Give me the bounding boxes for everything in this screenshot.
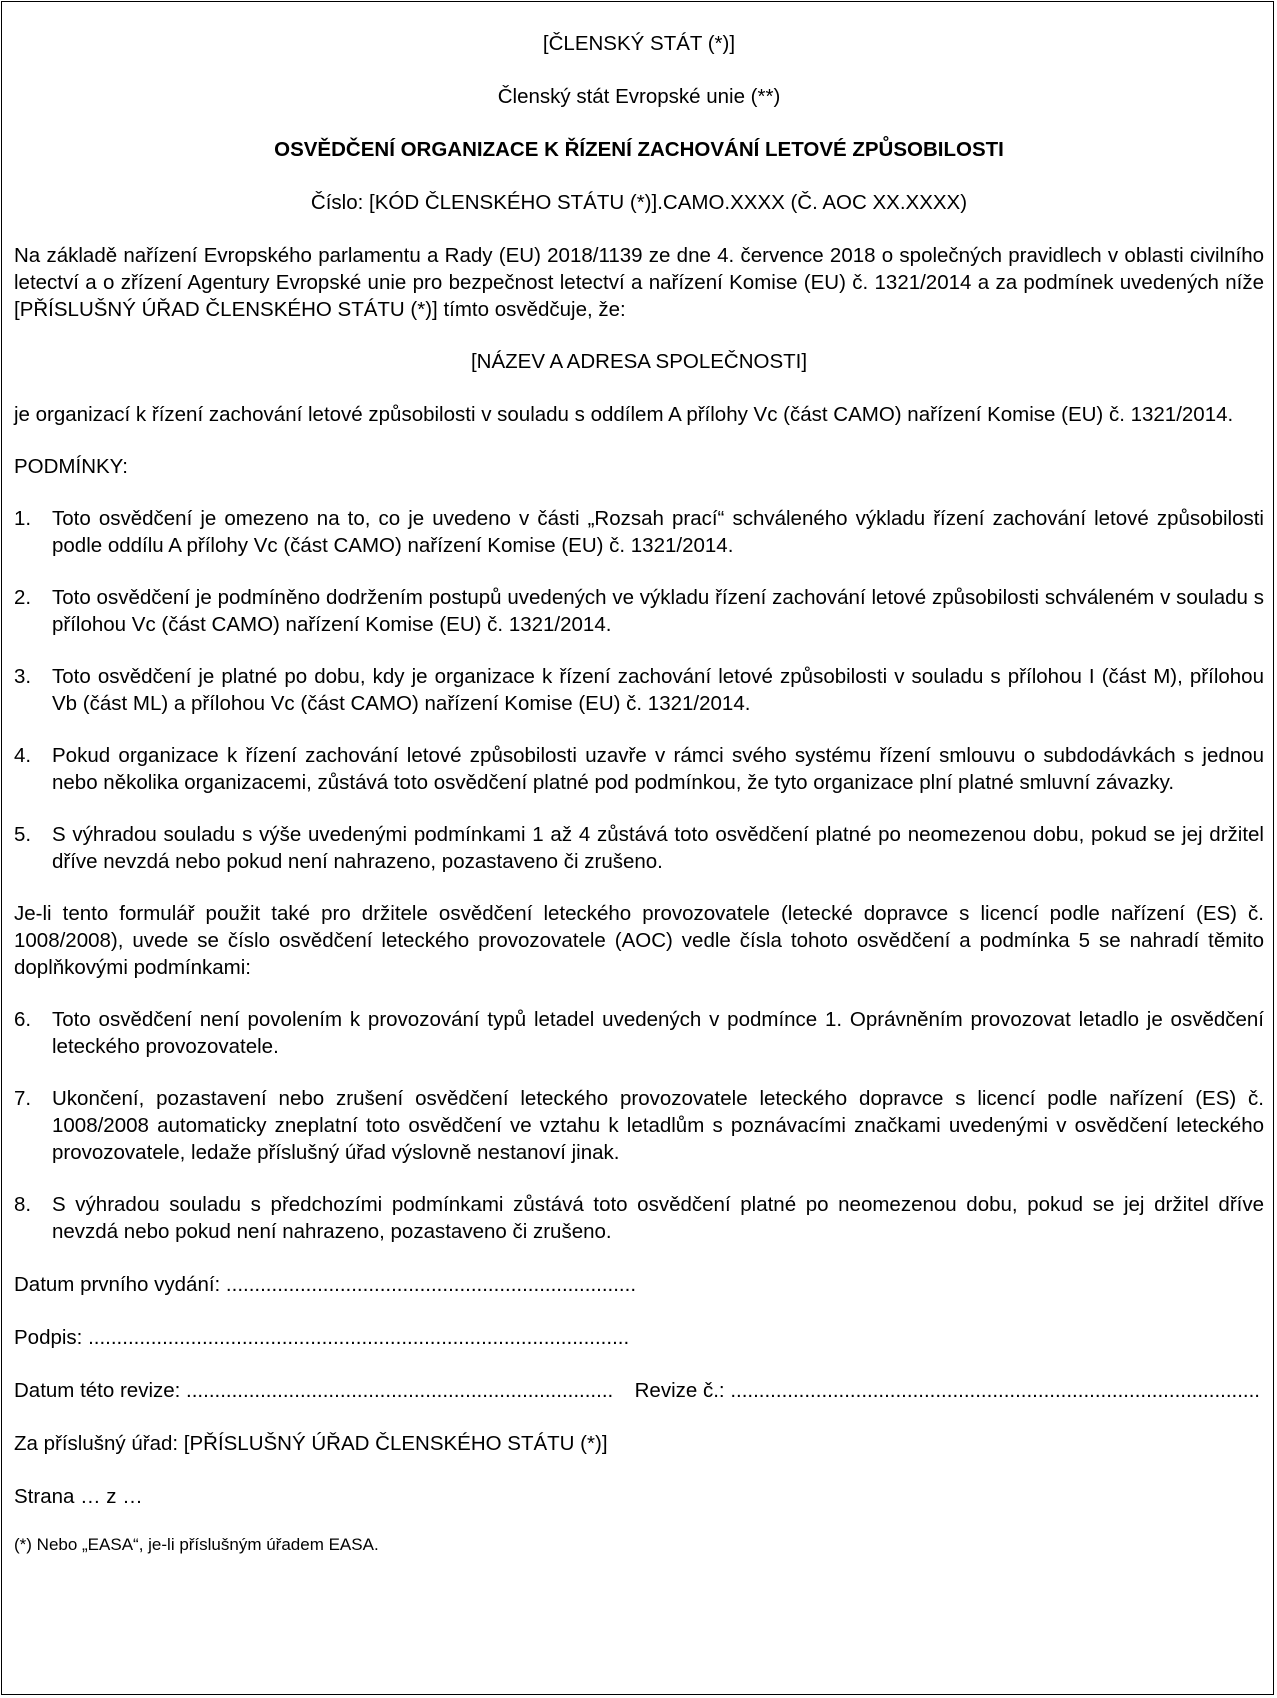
signature-field: Podpis: ............................................................................................... — [14, 1326, 630, 1349]
condition-number: 2. — [14, 586, 32, 609]
revision-date-field: Datum této revize: ........................................................................... — [14, 1379, 614, 1402]
eu-member-heading: Členský stát Evropské unie (**) — [497, 85, 781, 108]
condition-text: S výhradou souladu s výše uvedenými podmínkami 1 až 4 zůstává toto osvědčení platné po neomezenou dobu, pokud se jej držitel dříve nevzdá nebo pokud není nahrazeno, pozastaveno či zrušeno. — [52, 823, 1264, 873]
condition-item — [14, 663, 1264, 717]
extra-condition-item — [14, 1191, 1264, 1245]
revision-line — [14, 1377, 1264, 1404]
certificate-document — [14, 30, 1264, 1556]
condition-number: 6. — [14, 1008, 32, 1031]
condition-item — [14, 505, 1264, 559]
condition-text: S výhradou souladu s předchozími podmínkami zůstává toto osvědčení platné po neomezenou dobu, pokud se jej držitel dříve nevzdá nebo pokud není nahrazeno, pozastaveno či zrušeno. — [52, 1193, 1264, 1243]
conditions-heading: PODMÍNKY: — [14, 455, 128, 478]
condition-number: 5. — [14, 823, 32, 846]
intro-paragraph: Na základě nařízení Evropského parlamentu a Rady (EU) 2018/1139 ze dne 4. července 2018 o společných pravidlech v oblasti civilního letectví a o zřízení Agentury Evropské unie pro bezpečnost letectví a nařízení Komise (EU) č. 1321/2014 a za podmínek uvedených níže [PŘÍSLUŠNÝ ÚŘAD ČLENSKÉHO STÁTU (*)] tímto osvědčuje, že: — [14, 244, 1264, 321]
extra-condition-item — [14, 1006, 1264, 1060]
condition-number: 8. — [14, 1193, 32, 1216]
member-state-heading: [ČLENSKÝ STÁT (*)] — [542, 32, 736, 55]
condition-text: Toto osvědčení je podmíněno dodržením postupů uvedených ve výkladu řízení zachování letové způsobilosti schváleném v souladu s přílohou Vc (část CAMO) nařízení Komise (EU) č. 1321/2014. — [52, 586, 1264, 636]
condition-item — [14, 821, 1264, 875]
condition-text: Toto osvědčení není povolením k provozování typů letadel uvedených v podmínce 1. Oprávněním provozovat letadlo je osvědčení leteckého provozovatele. — [52, 1008, 1264, 1058]
condition-text: Toto osvědčení je omezeno na to, co je uvedeno v části „Rozsah prací“ schváleného výkladu řízení zachování letové způsobilosti podle oddílu A přílohy Vc (část CAMO) nařízení Komise (EU) č. 1321/2014. — [52, 507, 1264, 557]
condition-text: Ukončení, pozastavení nebo zrušení osvědčení leteckého provozovatele leteckého dopravce s licencí podle nařízení (ES) č. 1008/2008 automaticky zneplatní toto osvědčení ve vztahu k letadlům s poznávacími značkami uvedenými v osvědčení leteckého provozovatele, ledaže příslušný úřad výslovně nestanoví jinak. — [52, 1087, 1264, 1164]
condition-item — [14, 742, 1264, 796]
extra-condition-item — [14, 1085, 1264, 1166]
condition-item — [14, 584, 1264, 638]
condition-text: Toto osvědčení je platné po dobu, kdy je organizace k řízení zachování letové způsobilosti v souladu s přílohou I (část M), přílohou Vb (část ML) a přílohou Vc (část CAMO) nařízení Komise (EU) č. 1321/2014. — [52, 665, 1264, 715]
condition-number: 1. — [14, 507, 32, 530]
condition-number: 3. — [14, 665, 32, 688]
condition-number: 7. — [14, 1087, 32, 1110]
certificate-number: Číslo: [KÓD ČLENSKÉHO STÁTU (*)].CAMO.XXXX (Č. AOC XX.XXXX) — [310, 191, 968, 214]
condition-text: Pokud organizace k řízení zachování letové způsobilosti uzavře v rámci svého systému řízení smlouvu o subdodávkách s jednou nebo několika organizacemi, zůstává toto osvědčení platné pod podmínkou, že tyto organizace plní platné smluvní závazky. — [52, 744, 1264, 794]
company-name-placeholder: [NÁZEV A ADRESA SPOLEČNOSTI] — [470, 350, 808, 373]
first-issue-date-field: Datum prvního vydání: ........................................................................ — [14, 1273, 637, 1296]
authority-field: Za příslušný úřad: [PŘÍSLUŠNÝ ÚŘAD ČLENSKÉHO STÁTU (*)] — [14, 1432, 608, 1455]
revision-number-field: Revize č.: ............................................................................................. — [634, 1379, 1261, 1402]
statement-paragraph: je organizací k řízení zachování letové způsobilosti v souladu s oddílem A přílohy Vc (část CAMO) nařízení Komise (EU) č. 1321/2014. — [14, 403, 1234, 426]
footnote: (*) Nebo „EASA“, je-li příslušným úřadem EASA. — [14, 1535, 379, 1554]
aoc-note-paragraph: Je-li tento formulář použit také pro držitele osvědčení leteckého provozovatele (letecké dopravce s licencí podle nařízení (ES) č. 1008/2008), uvede se číslo osvědčení leteckého provozovatele (AOC) vedle čísla tohoto osvědčení a podmínka 5 se nahradí těmito doplňkovými podmínkami: — [14, 902, 1264, 979]
condition-number: 4. — [14, 744, 32, 767]
document-title: OSVĚDČENÍ ORGANIZACE K ŘÍZENÍ ZACHOVÁNÍ LETOVÉ ZPŮSOBILOSTI — [274, 138, 1004, 161]
page-counter: Strana … z … — [14, 1485, 143, 1508]
